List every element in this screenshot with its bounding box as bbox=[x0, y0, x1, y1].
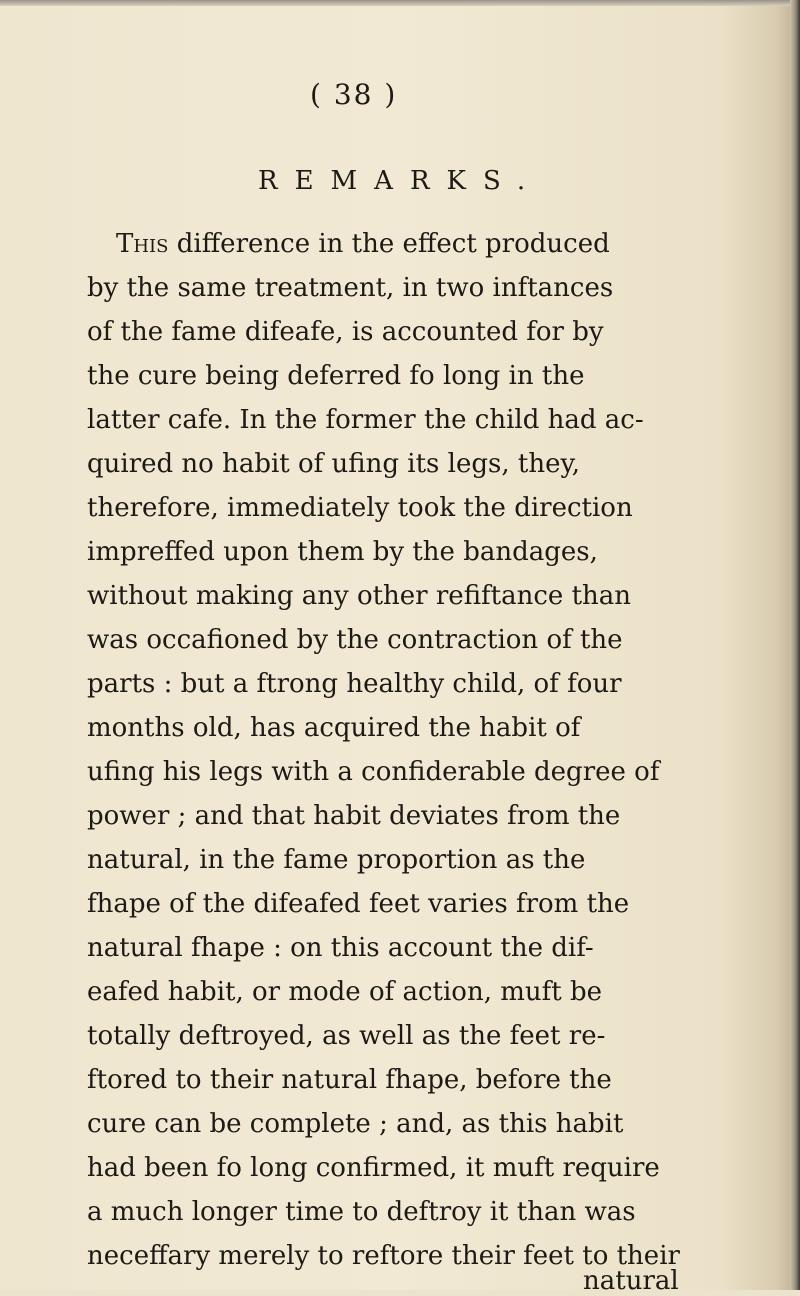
text-line: latter cafe. In the former the child had ac- bbox=[87, 405, 644, 435]
text-line: was occafioned by the contraction of the bbox=[87, 625, 623, 655]
first-word: This bbox=[116, 229, 169, 259]
page-number: ( 38 ) bbox=[310, 78, 398, 111]
text-line: months old, has acquired the habit of bbox=[87, 713, 581, 743]
text-line: ftored to their natural fhape, before the bbox=[87, 1065, 612, 1095]
text-line: therefore, immediately took the direction bbox=[87, 493, 633, 523]
text-line: impreffed upon them by the bandages, bbox=[87, 537, 598, 567]
text-line: totally deftroyed, as well as the feet re- bbox=[87, 1021, 606, 1051]
text-line: neceffary merely to reftore their feet to their bbox=[87, 1241, 680, 1271]
text-line: had been fo long confirmed, it muft require bbox=[87, 1153, 660, 1183]
text-line: natural fhape : on this account the dif- bbox=[87, 933, 594, 963]
text-line: without making any other refiftance than bbox=[87, 581, 632, 611]
text-line: power ; and that habit deviates from the bbox=[87, 801, 621, 831]
text-line: of the fame difeafe, is accounted for by bbox=[87, 317, 604, 347]
text-line: fhape of the difeafed feet varies from the bbox=[87, 889, 630, 919]
text-line bbox=[116, 227, 610, 261]
text-line: eafed habit, or mode of action, muft be bbox=[87, 977, 602, 1007]
text-line: the cure being deferred fo long in the bbox=[87, 361, 585, 391]
section-heading: REMARKS. bbox=[258, 166, 543, 196]
catchword: natural bbox=[583, 1266, 679, 1296]
text-line: a much longer time to deftroy it than was bbox=[87, 1197, 636, 1227]
text-line: by the same treatment, in two inftances bbox=[87, 273, 614, 303]
text-line: cure can be complete ; and, as this habit bbox=[87, 1109, 624, 1139]
text-line-content: difference in the effect produced bbox=[168, 229, 610, 259]
text-line: quired no habit of ufing its legs, they, bbox=[87, 449, 580, 479]
text-line: ufing his legs with a confiderable degree of bbox=[87, 757, 660, 787]
text-line: natural, in the fame proportion as the bbox=[87, 845, 586, 875]
text-line: parts : but a ftrong healthy child, of four bbox=[87, 669, 622, 699]
